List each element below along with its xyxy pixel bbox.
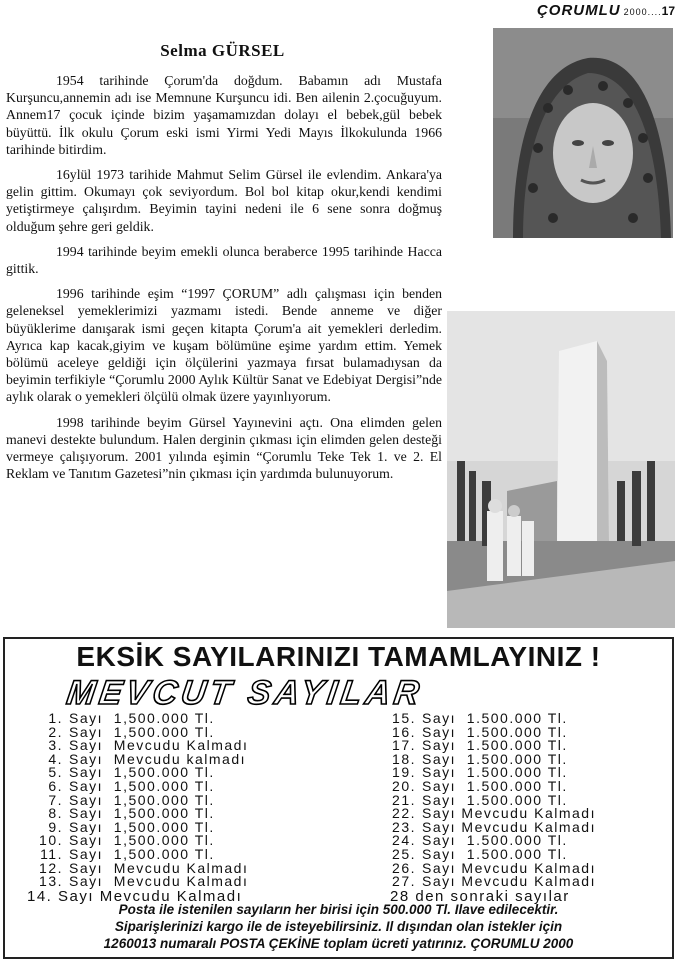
list-item: 25. Sayı 1.500.000 Tl. (392, 845, 568, 862)
list-item: 3. Sayı Mevcudu Kalmadı (48, 737, 249, 754)
list-item: 19. Sayı 1.500.000 Tl. (392, 764, 568, 781)
list-item: 6. Sayı 1,500.000 Tl. (48, 777, 215, 794)
cargo-note: Siparişlerinizi kargo ile de isteyebilirsiniz. Il dışından olan istekler için (114, 919, 563, 934)
payment-note: 1260013 numaralı POSTA ÇEKİNE toplam ücreti yatırınız. ÇORUMLU 2000 (103, 936, 574, 951)
list-item: 9. Sayı 1,500.000 Tl. (48, 818, 215, 835)
ad-subtitle: MEVCUT SAYILAR (64, 674, 426, 712)
ad-title: EKSİK SAYILARINIZI TAMAMLAYINIZ ! (76, 641, 601, 672)
list-item: 24. Sayı 1.500.000 Tl. (392, 832, 568, 849)
list-item: 21. Sayı 1.500.000 Tl. (392, 791, 568, 808)
list-item: 15. Sayı 1.500.000 Tl. (392, 710, 568, 726)
postage-note: Posta ile istenilen sayıların her birisi için 500.000 Tl. Ilave edilecektir. (118, 902, 559, 917)
list-item: 7. Sayı 1,500.000 Tl. (48, 791, 215, 808)
page-number: 17 (661, 4, 675, 18)
list-item: 22. Sayı Mevcudu Kalmadı (392, 805, 596, 822)
paragraph: 16ylül 1973 tarihide Mahmut Selim Gürsel ile evlendim. Ankara'ya gelin gittim. Okumayı çok seviyordum. Bol bol kitap okur,kendi kendimi yetiştirmeye çalışırdım. Beyimin tayini nedeni ile 6 sene sonra doğmuş olduğum şehre geri geldik. (6, 167, 442, 234)
issues-left-column (27, 712, 248, 889)
list-item: 16. Sayı 1.500.000 Tl. (392, 723, 568, 740)
issue-14-line: 14. Sayı Mevcudu Kalmadı (27, 888, 243, 905)
list-item: 27. Sayı Mevcudu Kalmadı (392, 873, 596, 890)
paragraph: 1998 tarihinde beyim Gürsel Yayınevini açtı. Ona elimden gelen manevi destekte bulundum. Halen derginin çıkması için elimden gelen desteği vermeye çalışıyorum. 2001 yılında eşimin “Çorumlu Teke Tek 1. ve 2. El Reklam ve Tanıtım Gazetesi”nin çıkması için yardımda bulunuyorum. (6, 414, 442, 482)
issues-right-column (386, 712, 596, 889)
later-issues-line: 28 den sonraki sayılar (390, 888, 570, 905)
header-dots: .... (647, 7, 662, 17)
list-item: 13. Sayı Mevcudu Kalmadı (39, 873, 249, 890)
list-item: 1. Sayı 1,500.000 Tl. (48, 710, 215, 726)
list-item: 4. Sayı Mevcudu kalmadı (48, 750, 247, 767)
monument-illustration (447, 311, 675, 628)
list-item: 10. Sayı 1,500.000 Tl. (39, 832, 215, 849)
list-item: 11. Sayı 1,500.000 Tl. (40, 845, 215, 862)
page-header (537, 2, 675, 20)
portrait-illustration (493, 28, 673, 238)
article-title: Selma GÜRSEL (160, 41, 285, 60)
magazine-year: 2000 (623, 7, 648, 17)
paragraph: 1996 tarihinde eşim “1997 ÇORUM” adlı çalışması için benden geleneksel yemeklerimizi yazmamı istedi. Bende anneme ve diğer büyüklerime danışarak ismi geçen kitapta Çorum'a ait yemekleri derledim. Ayrıca kap kacak,giyim ve kuşam bölümüne eşime yardım ettim. Yemek bölümü aceleye geldiği için ölçülerini yazmaya fırsat bulamadıysan da beyimin terfikiyle “Çorumlu 2000 Aylık Kültür Sanat ve Edebiyat Dergisi”nde aylık olarak o yemekleri ölçülü olmak üzere yayınlıyorum. (6, 286, 442, 405)
list-item: 2. Sayı 1,500.000 Tl. (48, 723, 215, 740)
magazine-name: ÇORUMLU (536, 2, 621, 19)
list-item: 8. Sayı 1,500.000 Tl. (48, 805, 215, 822)
list-item: 5. Sayı 1,500.000 Tl. (48, 764, 215, 781)
list-item: 23. Sayı Mevcudu Kalmadı (392, 818, 596, 835)
back-issues-ad (3, 637, 674, 959)
list-item: 26. Sayı Mevcudu Kalmadı (392, 859, 596, 876)
article-body (6, 72, 442, 490)
monument-photo (447, 311, 675, 628)
list-item: 18. Sayı 1.500.000 Tl. (392, 750, 568, 767)
portrait-photo (493, 28, 673, 238)
paragraph: 1954 tarihinde Çorum'da doğdum. Babamın adı Mustafa Kurşuncu,annemin adı ise Memnune Kurşuncu idi. Ben ailenin 2.çocuğuyum. Annem17 çocuk içinde bizim yaşamamızdan dolayı el bebek,gül bebek büyüttü. İlk okulu Çorum eski ismi Yirmi Yedi Mayıs İlkokulunda 1966 tarihinde bitirdim. (6, 73, 442, 157)
list-item: 12. Sayı Mevcudu Kalmadı (39, 859, 249, 876)
paragraph: 1994 tarihinde beyim emekli olunca beraberce 1995 tarihinde Hacca gittik. (6, 243, 442, 277)
list-item: 20. Sayı 1.500.000 Tl. (392, 777, 568, 794)
list-item: 17. Sayı 1.500.000 Tl. (392, 737, 568, 754)
